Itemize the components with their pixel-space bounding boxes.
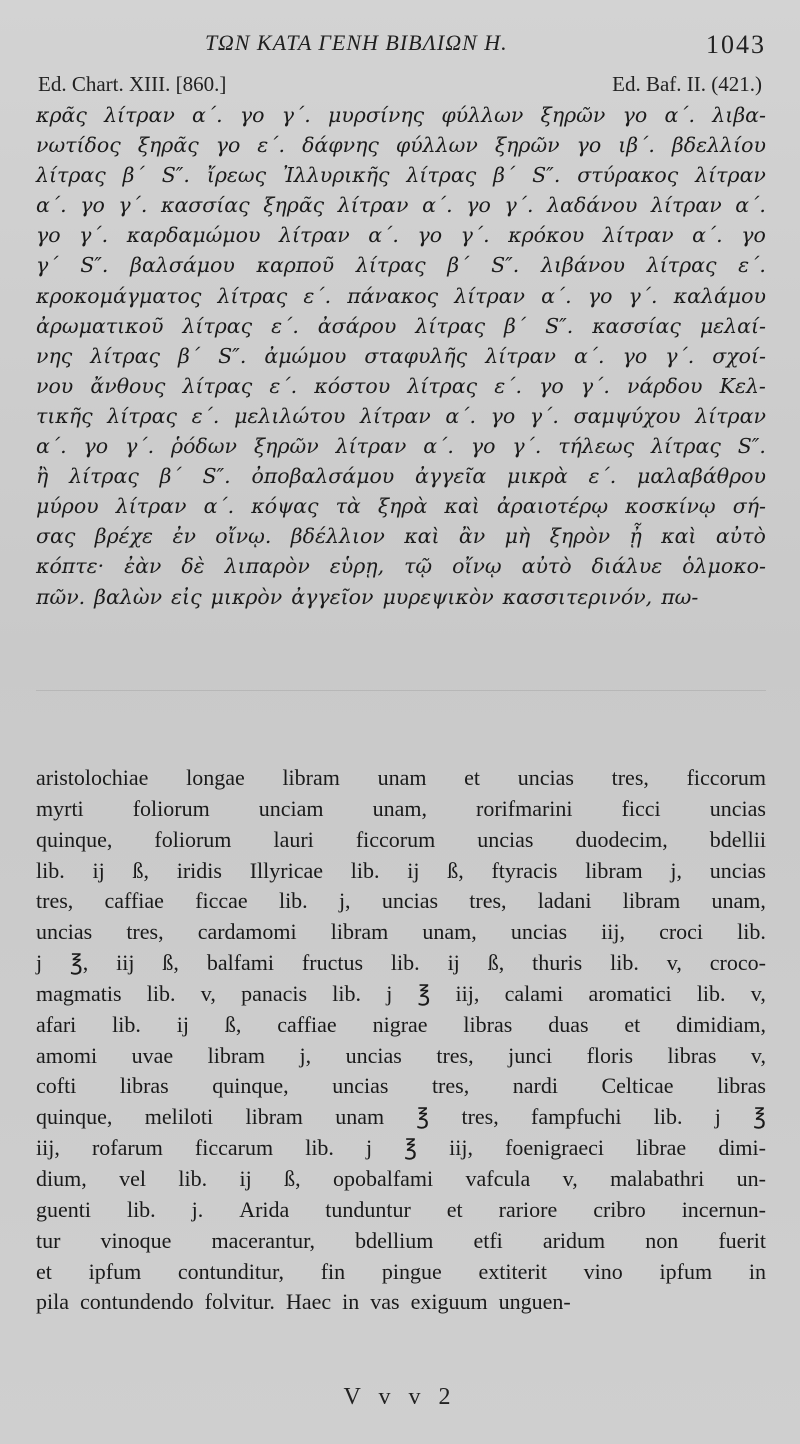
greek-text-line: κόπτε· ἐὰν δὲ λιπαρὸν εὑρῃ, τῷ οἴνῳ αὐτὸ διάλυε ὁλμοκο- [36,554,766,579]
greek-text-line: γο γ΄. καρδαμώμου λίτραν α΄. γο γ΄. κρόκου λίτραν α΄. γο [36,223,766,248]
greek-text-line: λίτρας β΄ S″. ἴρεως Ἰλλυρικῆς λίτρας β΄ S″. στύρακος λίτραν [36,163,766,188]
latin-text-line: quinque, meliloti libram unam ℥ tres, fampfuchi lib. j ℥ [36,1104,766,1130]
latin-text-line: lib. ij ß, iridis Illyricae lib. ij ß, ftyracis libram j, uncias [36,857,766,883]
greek-text-line: σας βρέχε ἐν οἴνῳ. βδέλλιον καὶ ἂν μὴ ξηρὸν ᾖ καὶ αὐτὸ [36,524,766,549]
section-divider [36,690,766,691]
greek-text-line: πῶν. βαλὼν εἰς μικρὸν ἀγγεῖον μυρεψικὸν κασσιτερινόν, πω- [36,584,699,609]
page-number: 1043 [706,30,766,59]
edition-reference-right: Ed. Baf. II. (421.) [612,72,762,96]
latin-text-line: magmatis lib. v, panacis lib. j ℥ iij, calami aromatici lib. v, [36,980,766,1006]
greek-text-line: νωτίδος ξηρᾶς γο ε΄. δάφνης φύλλων ξηρῶν γο ιβ΄. βδελλίου [36,133,766,158]
greek-text-block [36,100,766,612]
greek-text-line: κροκομάγματος λίτρας ε΄. πάνακος λίτραν α΄. γο γ΄. καλάμου [36,283,766,308]
latin-text-line: tres, caffiae ficcae lib. j, uncias tres, ladani libram unam, [36,888,766,914]
latin-text-line: pila contundendo folvitur. Haec in vas exiguum unguen- [36,1289,571,1315]
greek-text-line: τικῆς λίτρας ε΄. μελιλώτου λίτραν α΄. γο γ΄. σαμψύχου λίτραν [36,403,766,428]
latin-text-line: iij, rofarum ficcarum lib. j ℥ iij, foenigraeci librae dimi- [36,1135,766,1161]
page-header [0,22,800,96]
greek-text-line: μύρου λίτραν α΄. κόψας τὰ ξηρὰ καὶ ἀραιοτέρῳ κοσκίνῳ σή- [36,494,766,519]
greek-text-line: ἢ λίτρας β΄ S″. ὀποβαλσάμου ἀγγεῖα μικρὰ ε΄. μαλαβάθρου [36,464,766,489]
latin-text-line: amomi uvae libram j, uncias tres, junci floris libras v, [36,1042,766,1068]
greek-text-line: νης λίτρας β΄ S″. ἀμώμου σταφυλῆς λίτραν α΄. γο γ΄. σχοί- [36,343,766,368]
latin-text-line: j ℥, iij ß, balfami fructus lib. ij ß, thuris lib. v, croco- [36,950,766,976]
latin-text-line: uncias tres, cardamomi libram unam, uncias iij, croci lib. [36,919,766,945]
latin-text-line: aristolochiae longae libram unam et uncias tres, ficcorum [36,765,766,790]
greek-text-line: α΄. γο γ΄. κασσίας ξηρᾶς λίτραν α΄. γο γ΄. λαδάνου λίτραν α΄. [36,193,766,218]
greek-text-line: α΄. γο γ΄. ῥόδων ξηρῶν λίτραν α΄. γο γ΄. τήλεως λίτρας S″. [36,434,766,459]
edition-reference-left: Ed. Chart. XIII. [860.] [38,72,227,96]
running-title: ΤΩΝ ΚΑΤΑ ΓΕΝΗ ΒΙΒΛΙΩΝ Η. [205,30,508,55]
latin-text-line: guenti lib. j. Arida tunduntur et rariore cribro incernun- [36,1196,766,1222]
printer-signature: V v v 2 [343,1384,457,1410]
latin-text-line: tur vinoque macerantur, bdellium etfi aridum non fuerit [36,1227,766,1253]
latin-text-line: cofti libras quinque, uncias tres, nardi Celticae libras [36,1073,766,1099]
edition-references [38,72,762,102]
greek-text-line: γ΄ S″. βαλσάμου καρποῦ λίτρας β΄ S″. λιβάνου λίτρας ε΄. [36,253,766,278]
greek-text-line: ἀρωματικοῦ λίτρας ε΄. ἀσάρου λίτρας β΄ S″. κασσίας μελαί- [36,313,766,338]
greek-text-line: κρᾶς λίτραν α΄. γο γ΄. μυρσίνης φύλλων ξηρῶν γο α΄. λιβα- [36,103,766,127]
greek-text-line: νου ἄνθους λίτρας ε΄. κόστου λίτρας ε΄. γο γ΄. νάρδου Κελ- [36,373,766,398]
latin-text-line: et ipfum contunditur, fin pingue extiterit vino ipfum in [36,1258,766,1284]
latin-text-block [36,762,766,1317]
latin-text-line: myrti foliorum unciam unam, rorifmarini ficci uncias [36,795,766,821]
latin-text-line: afari lib. ij ß, caffiae nigrae libras duas et dimidiam, [36,1011,766,1037]
latin-text-line: quinque, foliorum lauri ficcorum uncias duodecim, bdellii [36,826,766,852]
latin-text-line: dium, vel lib. ij ß, opobalfami vafcula v, malabathri un- [36,1165,766,1191]
